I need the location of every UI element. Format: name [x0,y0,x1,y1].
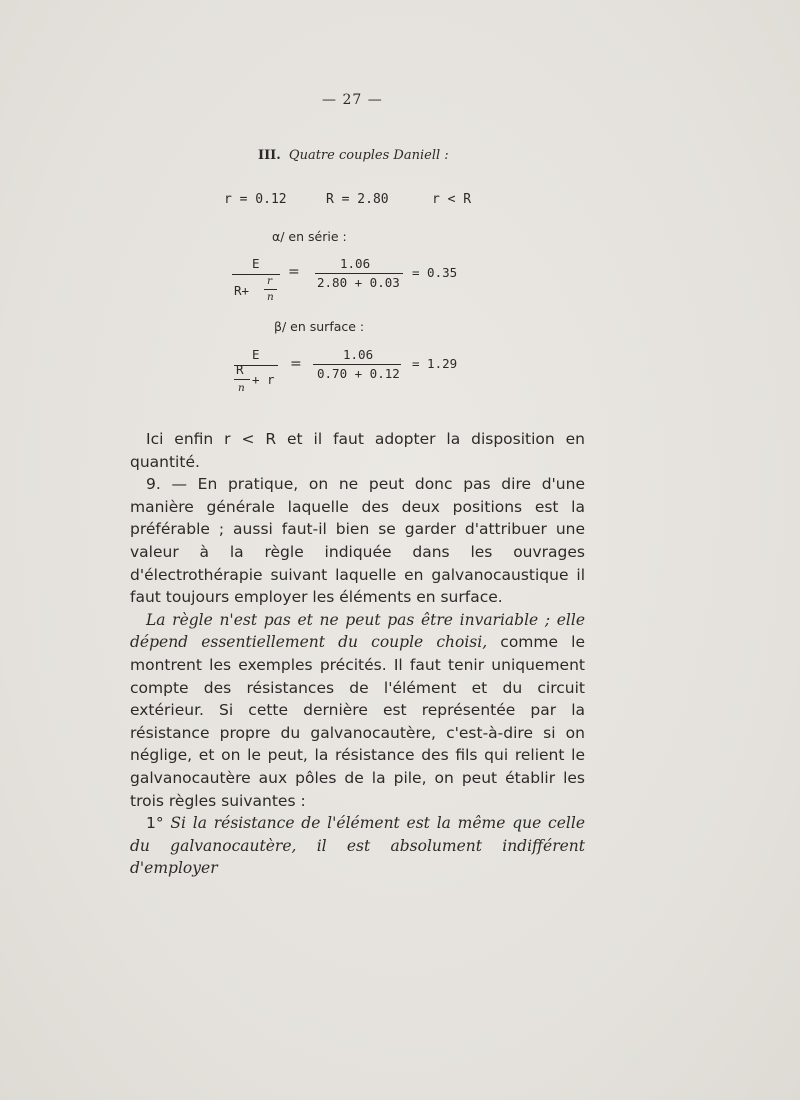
series-result: = 0.35 [412,265,458,280]
surface-rhs-numerator: 1.06 [343,347,374,362]
paragraph-conclusion: Ici enfin r < R et il faut adopter la disposition en quantité. [130,430,585,471]
paragraph-9: 9. — En pratique, on ne peut donc pas dire d'une manière générale laquelle des deux positions est la préférable ; aussi faut-il bien se garder d'attribuer une valeur à la règle indiquée dans les ouvrages d'électrothérapie suivant laquelle en galvanocaustique il faut toujours employer les éléments en surface. [130,475,585,607]
surface-lhs-den-frac-den: n [238,382,245,394]
section-heading [258,148,449,163]
param-compare: r < R [432,192,472,207]
page-number: — 27 — [322,92,383,108]
surface-lhs-den-right: + r [252,372,275,387]
param-R: R = 2.80 [326,192,389,207]
surface-rhs-denominator: 0.70 + 0.12 [317,366,400,381]
section-numeral: III. [258,148,281,163]
series-lhs-den-frac-bar [264,289,277,290]
rule-1-number: 1° [146,814,164,833]
surface-lhs-den-frac-num: R [236,362,244,377]
paragraph-rule-rest: comme le montrent les exemples précités. Il faut tenir uniquement compte des résistances de l'élément et du circuit extérieur. Si cette dernière est représentée par la résistance propre du galvanocautère, c'est-à-dire si on néglige, et on le peut, la résistance des fils qui relient le galvanocautère aux pôles de la pile, on peut établir les trois règles suivantes : [130,633,586,810]
surface-result: = 1.29 [412,356,458,371]
series-rhs-bar [315,273,403,274]
series-lhs-den-frac-den: n [267,291,274,303]
surface-label: β/ en surface : [274,319,365,334]
rule-1-text: Si la résistance de l'élément est la même que celle du galvanocautère, il est absolument indifférent d'employer [130,814,585,878]
series-lhs-bar [232,274,280,275]
surface-lhs-den-frac-bar [234,379,250,380]
series-label: α/ en série : [272,229,347,244]
series-lhs-numerator: E [252,256,260,271]
paragraph-rule [130,609,585,812]
series-lhs-den-left: R+ [234,283,250,298]
paragraph-rule-italic: La règle n'est pas et ne peut pas être invariable ; elle dépend essentiellement du couple choisi, [130,610,585,652]
section-title: Quatre couples Daniell : [288,148,449,163]
param-r: r = 0.12 [224,192,287,207]
paragraph-rule-1 [130,812,585,880]
surface-rhs-bar [313,364,401,365]
body-text [130,428,585,880]
series-rhs-numerator: 1.06 [340,256,371,271]
series-equals-1: = [288,264,300,280]
surface-equals-1: = [290,356,302,372]
surface-lhs-numerator: E [252,347,260,362]
series-lhs-den-frac-num: r [267,275,273,287]
series-rhs-denominator: 2.80 + 0.03 [317,275,400,290]
